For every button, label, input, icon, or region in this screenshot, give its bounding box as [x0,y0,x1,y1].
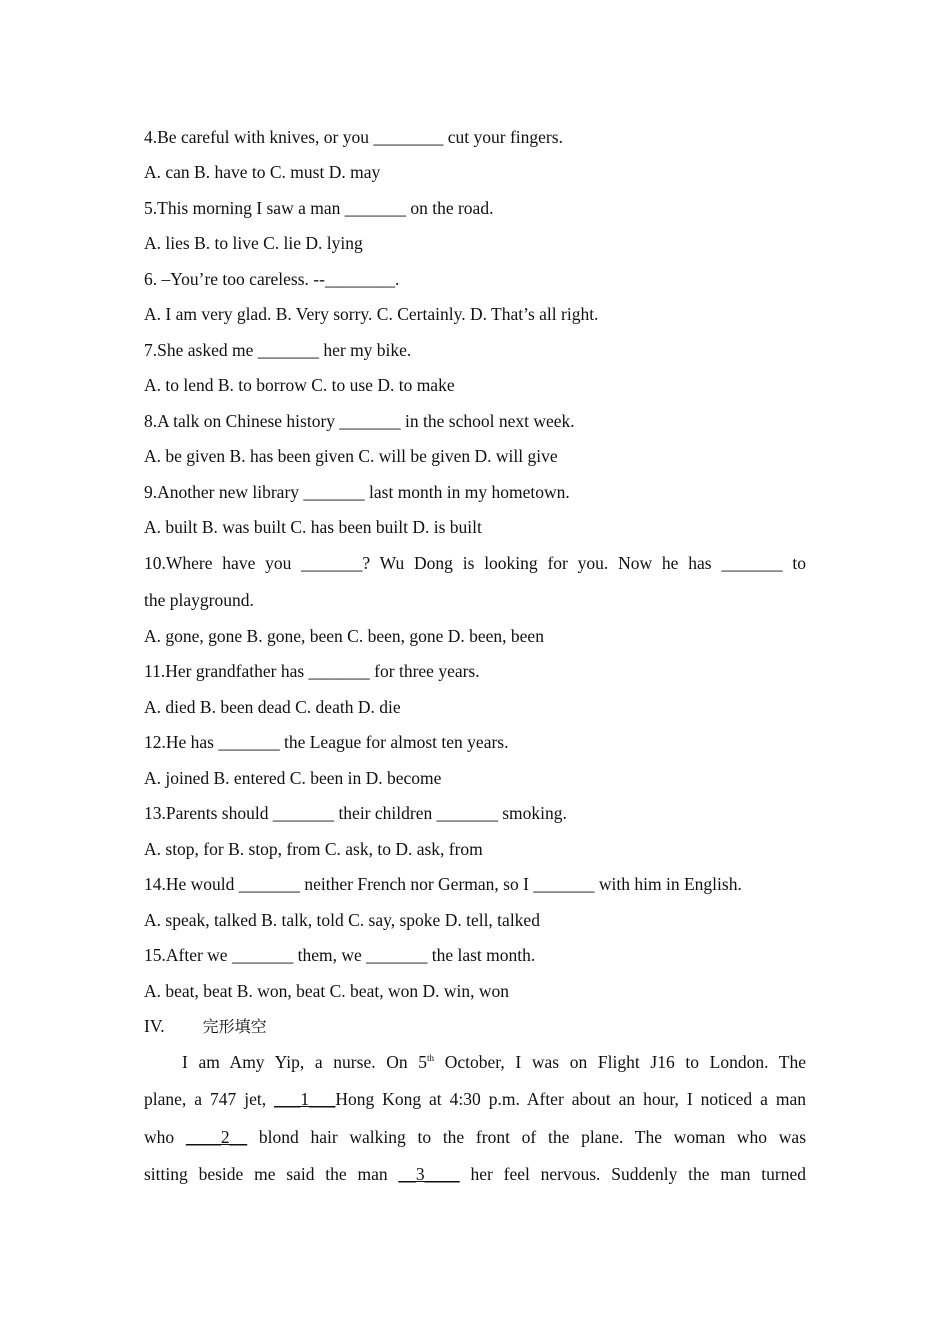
question-11-stem: 11.Her grandfather has _______ for three years. [144,661,480,681]
question-4-options: A. can B. have to C. must D. may [144,162,381,182]
question-13-stem: 13.Parents should _______ their children _______ smoking. [144,803,567,823]
question-7-stem: 7.She asked me _______ her my bike. [144,340,412,360]
passage-line-2 [144,1088,806,1110]
question-7-options: A. to lend B. to borrow C. to use D. to make [144,375,455,395]
question-11-options: A. died B. been dead C. death D. die [144,697,401,717]
question-15-stem: 15.After we _______ them, we _______ the last month. [144,945,536,965]
passage-line-4 [144,1163,806,1185]
question-6-stem: 6. –You’re too careless. --________. [144,269,400,289]
question-14-stem: 14.He would _______ neither French nor German, so I _______ with him in English. [144,874,742,894]
passage-text: I am Amy Yip, a nurse. On 5 [182,1052,428,1072]
question-6-options: A. I am very glad. B. Very sorry. C. Certainly. D. That’s all right. [144,304,599,324]
section-title: 完形填空 [202,1017,267,1036]
question-10-stem: 10.Where have you _______? Wu Dong is looking for you. Now he has _______ to [144,553,806,573]
blank-1[interactable]: ___1___ [274,1089,336,1109]
section-number: IV. [144,1016,165,1036]
question-4-stem: 4.Be careful with knives, or you ________ cut your fingers. [144,127,563,147]
question-12-stem: 12.He has _______ the League for almost ten years. [144,732,509,752]
passage-text: blond hair walking to the front of the plane. The woman who was [247,1127,807,1147]
passage-text: plane, a 747 jet, [144,1089,275,1109]
section-heading [144,1015,267,1038]
passage-text: who [144,1127,186,1147]
superscript-th: th [427,1053,435,1064]
passage-text: sitting beside me said the man [144,1164,399,1184]
passage-text: Hong Kong at 4:30 p.m. After about an hour, I noticed a man [335,1089,806,1109]
question-14-options: A. speak, talked B. talk, told C. say, spoke D. tell, talked [144,910,540,930]
blank-2[interactable]: ____2__ [185,1127,248,1147]
question-15-options: A. beat, beat B. won, beat C. beat, won D. win, won [144,981,509,1001]
blank-3[interactable]: __3____ [398,1164,460,1184]
question-10-options: A. gone, gone B. gone, been C. been, gone D. been, been [144,626,544,646]
question-12-options: A. joined B. entered C. been in D. become [144,768,442,788]
question-8-stem: 8.A talk on Chinese history _______ in the school next week. [144,411,575,431]
question-9-options: A. built B. was built C. has been built D. is built [144,517,482,537]
question-5-stem: 5.This morning I saw a man _______ on the road. [144,198,494,218]
question-9-stem: 9.Another new library _______ last month in my hometown. [144,482,570,502]
passage-line-3 [144,1126,806,1148]
question-13-options: A. stop, for B. stop, from C. ask, to D. ask, from [144,839,483,859]
question-5-options: A. lies B. to live C. lie D. lying [144,233,363,253]
passage-line-1 [144,1051,806,1073]
passage-text: her feel nervous. Suddenly the man turned [459,1164,806,1184]
passage-text: October, I was on Flight J16 to London. The [434,1052,807,1072]
question-8-options: A. be given B. has been given C. will be given D. will give [144,446,558,466]
question-10-stem-cont: the playground. [144,590,254,610]
